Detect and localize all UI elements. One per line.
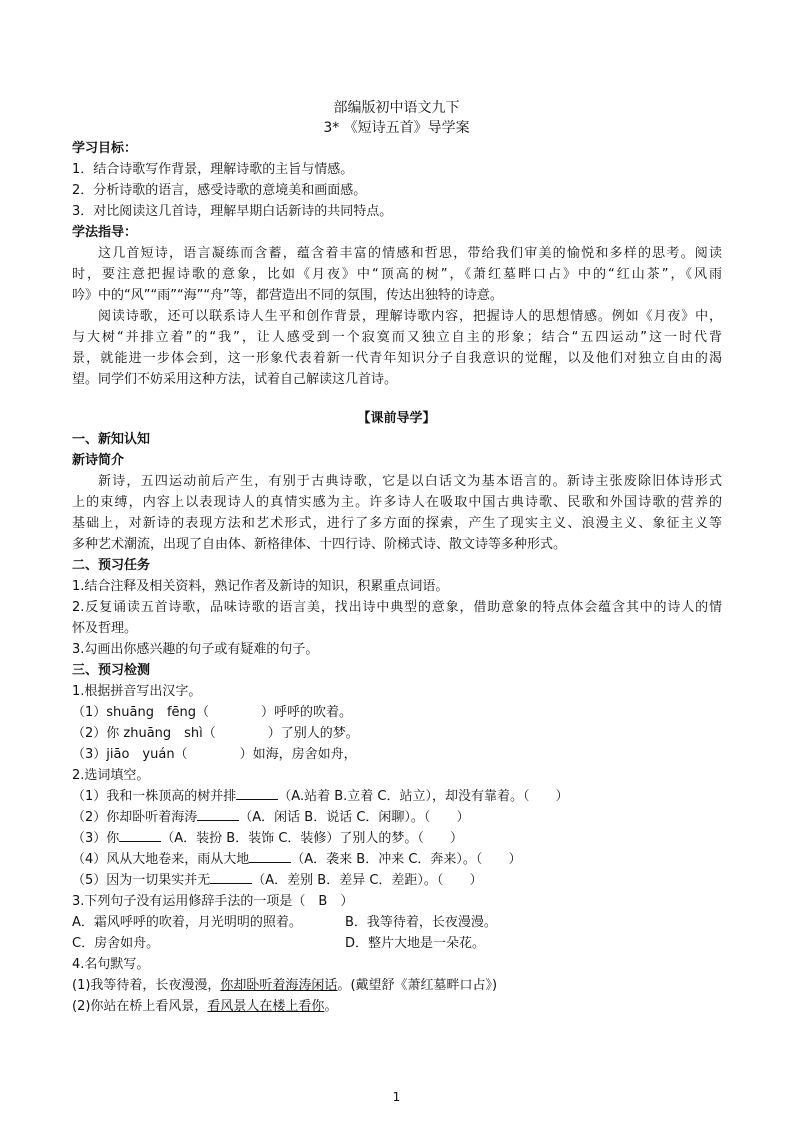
pinyin-text: （2）你 zhuāng shì（ — [72, 726, 216, 741]
question-text: （4）风从大地卷来，雨从大地 — [72, 852, 250, 867]
guidance-paragraph-line: 景，就能进一步体会到，这一形象代表着新一代青年知识分子自我意识的觉醒，以及他们对独立自由的渴 — [72, 351, 722, 366]
question-options: （A．差别 B．差异 C．差距）。（ — [252, 873, 444, 888]
doc-title: 部编版初中语文九下 — [333, 100, 460, 116]
pinyin-tail: ）如海，房舍如舟， — [239, 747, 357, 762]
pinyin-tail: ）呼呼的吹着。 — [261, 705, 353, 720]
dictation-answer: 看风景人在楼上看你 — [207, 999, 325, 1014]
pinyin-question — [72, 724, 359, 744]
fill-question — [72, 808, 469, 828]
guidance-paragraph-line: 与大树“并排立着”的“我”，让人感受到一个寂寞而又独立自主的形象；结合“五四运动”这一时代背 — [72, 330, 722, 345]
fill-question — [72, 829, 463, 849]
close-paren: ） — [469, 873, 483, 888]
task-item: 2.反复诵读五首诗歌，品味诗歌的语言美，找出诗中典型的意象，借助意象的特点体会蕴含其中的诗人的情 — [72, 600, 722, 615]
intro-paragraph-line: 上的束缚，内容上以表现诗人的真情实感为主。许多诗人在吸取中国古典诗歌、民歌和外国诗歌的营养的 — [72, 495, 722, 510]
intro-paragraph-line: 新诗，五四运动前后产生，有别于古典诗歌，它是以白话文为基本语言的。新诗主张废除旧体诗形式 — [98, 474, 722, 489]
guidance-paragraph-line: 时，要注意把握诗歌的意象，比如《月夜》中“顶高的树”，《萧红墓畔口占》中的“红山茶”，《风雨 — [72, 267, 722, 282]
question-text: （1）我和一株顶高的树并排 — [72, 789, 237, 804]
choice-option-a: A．霜风呼呼的吹着，月光明明的照着。 — [72, 915, 302, 930]
part3-heading: 三、预习检测 — [72, 663, 151, 678]
dictation-prompt: (1)我等待着，长夜漫漫， — [72, 978, 221, 993]
close-paren: ） — [449, 831, 463, 846]
dictation-answer: 你却卧听着海涛闲话 — [220, 978, 338, 993]
close-paren: ） — [555, 789, 569, 804]
part2-heading: 二、预习任务 — [72, 558, 151, 573]
close-paren: ） — [508, 852, 522, 867]
guidance-paragraph-line: 阅读诗歌，还可以联系诗人生平和创作背景，理解诗歌内容，把握诗人的思想情感。例如《月夜》中， — [98, 309, 722, 324]
q3-stem: 3.下列句子没有运用修辞手法的一项是（ B ） — [72, 894, 354, 909]
question-options: （A.站着 B.立着 C．站立），却没有靠着。（ — [278, 789, 530, 804]
fill-blank[interactable] — [249, 850, 291, 863]
pinyin-text: （3）jiāo yuán（ — [72, 747, 188, 762]
dictation-line — [72, 997, 337, 1017]
objective-item: 1．结合诗歌写作背景，理解诗歌的主旨与情感。 — [72, 162, 354, 177]
question-text: （5）因为一切果实并无 — [72, 873, 211, 888]
choice-option-c: C．房舍如舟。 — [72, 936, 160, 951]
page-number: 1 — [392, 1090, 401, 1104]
guidance-heading: 学法指导： — [72, 225, 138, 240]
question-text: （3）你 — [72, 831, 120, 846]
objective-item: 3．对比阅读这几首诗，理解早期白话新诗的共同特点。 — [72, 204, 393, 219]
fill-blank[interactable] — [210, 871, 252, 884]
dictation-source: 。 — [324, 999, 338, 1014]
pinyin-question — [72, 703, 352, 723]
question-options: （A．装扮 B．装饰 C．装修）了别人的梦。（ — [161, 831, 424, 846]
intro-paragraph-line: 多种艺术潮流，出现了自由体、新格律体、十四行诗、阶梯式诗、散文诗等多种形式。 — [72, 537, 567, 552]
intro-paragraph-line: 基础上，对新诗的表现方法和艺术形式，进行了多方面的探索，产生了现实主义、浪漫主义、象征主义等 — [72, 516, 722, 531]
fill-question — [72, 871, 482, 891]
q2-stem: 2.选词填空。 — [72, 768, 150, 783]
pinyin-tail: ）了别人的梦。 — [267, 726, 359, 741]
choice-option-b: B．我等待着，长夜漫漫。 — [345, 915, 497, 930]
task-item: 怀及哲理。 — [72, 621, 138, 636]
pinyin-text: （1）shuāng fēng（ — [72, 705, 210, 720]
fill-blank[interactable] — [236, 787, 278, 800]
objective-item: 2．分析诗歌的语言，感受诗歌的意境美和画面感。 — [72, 183, 367, 198]
close-paren: ） — [456, 810, 470, 825]
section-title: 【课前导学】 — [357, 411, 436, 426]
part1-subheading: 新诗简介 — [72, 453, 125, 468]
guidance-paragraph-line: 这几首短诗，语言凝练而含蓄，蕴含着丰富的情感和哲思，带给我们审美的愉悦和多样的思考。阅读 — [98, 246, 722, 261]
q1-stem: 1.根据拼音写出汉字。 — [72, 684, 202, 699]
task-item: 3.勾画出你感兴趣的句子或有疑难的句子。 — [72, 642, 319, 657]
guidance-paragraph-line: 望。同学们不妨采用这种方法，试着自己解读这几首诗。 — [72, 372, 398, 387]
pinyin-question — [72, 745, 357, 765]
question-options: （A．袭来 B．冲来 C．奔来）。（ — [291, 852, 483, 867]
choice-option-d: D．整片大地是一朵花。 — [345, 936, 486, 951]
fill-blank[interactable] — [197, 808, 239, 821]
fill-blank[interactable] — [119, 829, 161, 842]
part1-heading: 一、新知认知 — [72, 432, 151, 447]
fill-question — [72, 787, 569, 807]
dictation-prompt: (2)你站在桥上看风景， — [72, 999, 208, 1014]
doc-subtitle: 3* 《短诗五首》导学案 — [323, 120, 470, 136]
fill-question — [72, 850, 521, 870]
task-item: 1.结合注释及相关资料，熟记作者及新诗的知识，积累重点词语。 — [72, 579, 449, 594]
objectives-heading: 学习目标： — [72, 141, 138, 156]
question-text: （2）你却卧听着海涛 — [72, 810, 198, 825]
dictation-source: 。(戴望舒《萧红墓畔口占》) — [337, 978, 498, 993]
dictation-line — [72, 976, 497, 996]
question-options: （A．闲话 B．说话 C．闲聊）。（ — [239, 810, 431, 825]
q4-stem: 4.名句默写。 — [72, 957, 150, 972]
guidance-paragraph-line: 吟》中的“风”“雨”“海”“舟”等，都营造出不同的氛围，传达出独特的诗意。 — [72, 288, 503, 303]
